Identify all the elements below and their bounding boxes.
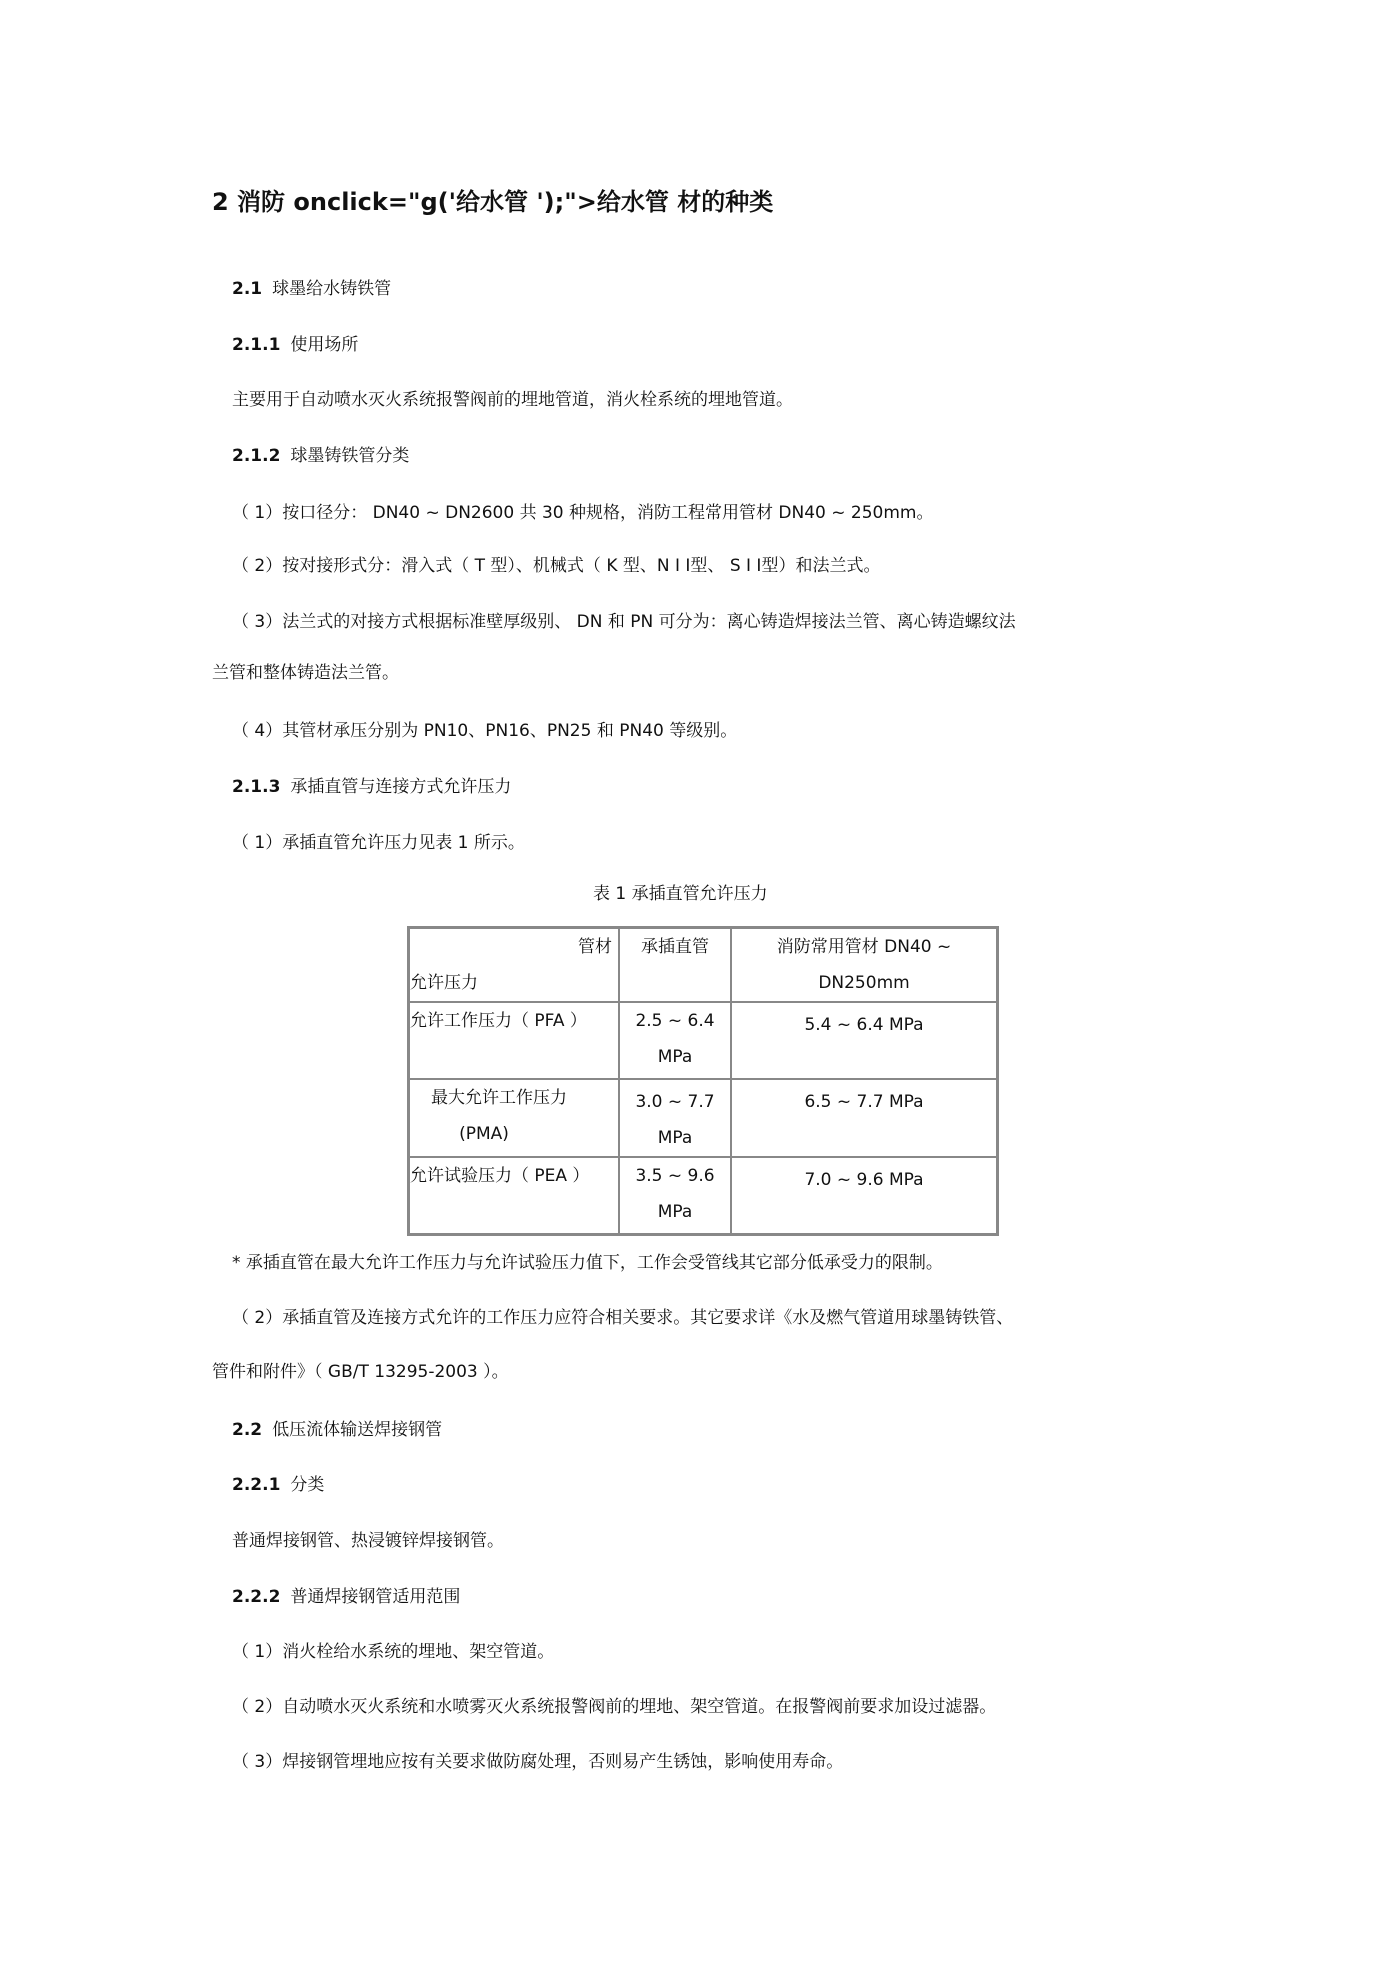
table-row [409,1002,998,1079]
scope-item-3: （ 3）焊接钢管埋地应按有关要求做防腐处理，否则易产生锈蚀，影响使用寿命。 [232,1752,844,1772]
class-item-2: （ 2）按对接形式分：滑入式（ T 型）、机械式（ K 型、N I I型、 S I I型）和法兰式。 [232,556,881,576]
value-range: 5.4 ~ 6.4 MPa [804,1015,924,1035]
header-material: 管材 [578,937,612,957]
heading-text: 球墨给水铸铁管 [272,279,392,299]
heading-text: 球墨铸铁管分类 [290,446,410,466]
heading-2-1-1 [232,335,358,355]
class-item-3: （ 3）法兰式的对接方式根据标准壁厚级别、 DN 和 PN 可分为：离心铸造焊接法兰管、离心铸造螺纹法 [232,612,1016,632]
row-fire-value [731,1079,998,1157]
value-range: 2.5 ~ 6.4 [635,1011,715,1031]
scope-item-1: （ 1）消火栓给水系统的埋地、架空管道。 [232,1642,555,1662]
header-cell-diagonal [409,928,620,1003]
value-unit: MPa [657,1128,693,1148]
value-range: 7.0 ~ 9.6 MPa [804,1170,924,1190]
heading-2-1-3 [232,777,511,797]
heading-number: 2.1.1 [232,335,281,355]
heading-text: 普通焊接钢管适用范围 [290,1587,461,1607]
pressure-table [407,926,999,1236]
heading-number: 2.2.2 [232,1587,281,1607]
value-range: 6.5 ~ 7.7 MPa [804,1092,924,1112]
table-note: * 承插直管在最大允许工作压力与允许试验压力值下，工作会受管线其它部分低承受力的限制。 [232,1253,943,1273]
heading-number: 2.1 [232,279,263,299]
row-label-line2: (PMA) [459,1124,509,1144]
row-socket-value [619,1079,731,1157]
table-row [409,1079,998,1157]
class-item-4: （ 4）其管材承压分别为 PN10、PN16、PN25 和 PN40 等级别。 [232,721,738,741]
table-row [409,1157,998,1234]
header-fire-pipe-line2: DN250mm [818,973,910,993]
paragraph-usage: 主要用于自动喷水灭火系统报警阀前的埋地管道，消火栓系统的埋地管道。 [232,390,793,410]
table-caption: 表 1 承插直管允许压力 [593,884,768,904]
value-unit: MPa [657,1047,693,1067]
page-title: 2 消防 onclick="g('给水管 ');">给水管 材的种类 [212,188,774,216]
heading-number: 2.2 [232,1420,263,1440]
row-label: 允许工作压力（ PFA ） [409,1002,620,1079]
heading-2-1 [232,279,391,299]
table-header-row [409,928,998,1003]
header-pressure: 允许压力 [410,973,478,993]
row-socket-value [619,1002,731,1079]
row-fire-value [731,1002,998,1079]
value-range: 3.5 ~ 9.6 [635,1166,715,1186]
paragraph-requirement-cont: 管件和附件》（ GB/T 13295-2003 ）。 [212,1362,509,1382]
heading-text: 使用场所 [290,335,359,355]
paragraph-requirement: （ 2）承插直管及连接方式允许的工作压力应符合相关要求。其它要求详《水及燃气管道用球墨铸铁管、 [232,1308,1014,1328]
heading-number: 2.1.3 [232,777,281,797]
paragraph-table-ref: （ 1）承插直管允许压力见表 1 所示。 [232,833,525,853]
heading-number: 2.1.2 [232,446,281,466]
heading-text: 低压流体输送焊接钢管 [272,1420,443,1440]
heading-text: 承插直管与连接方式允许压力 [290,777,512,797]
row-socket-value [619,1157,731,1234]
heading-2-2-1 [232,1475,324,1495]
row-label: 允许试验压力（ PEA ） [409,1157,620,1234]
header-fire-pipe [731,928,998,1003]
paragraph-types: 普通焊接钢管、热浸镀锌焊接钢管。 [232,1531,504,1551]
heading-2-2-2 [232,1587,460,1607]
row-label [409,1079,620,1157]
header-socket-pipe: 承插直管 [619,928,731,1003]
class-item-1: （ 1）按口径分： DN40 ~ DN2600 共 30 种规格，消防工程常用管材 DN40 ~ 250mm。 [232,503,934,523]
heading-number: 2.2.1 [232,1475,281,1495]
row-fire-value [731,1157,998,1234]
heading-2-2 [232,1420,442,1440]
class-item-3-cont: 兰管和整体铸造法兰管。 [212,663,399,683]
header-fire-pipe-line1: 消防常用管材 DN40 ~ [776,937,952,957]
value-range: 3.0 ~ 7.7 [635,1092,715,1112]
scope-item-2: （ 2）自动喷水灭火系统和水喷雾灭火系统报警阀前的埋地、架空管道。在报警阀前要求加设过滤器。 [232,1697,997,1717]
heading-text: 分类 [290,1475,325,1495]
row-label-line1: 最大允许工作压力 [431,1088,567,1108]
heading-2-1-2 [232,446,409,466]
value-unit: MPa [657,1202,693,1222]
